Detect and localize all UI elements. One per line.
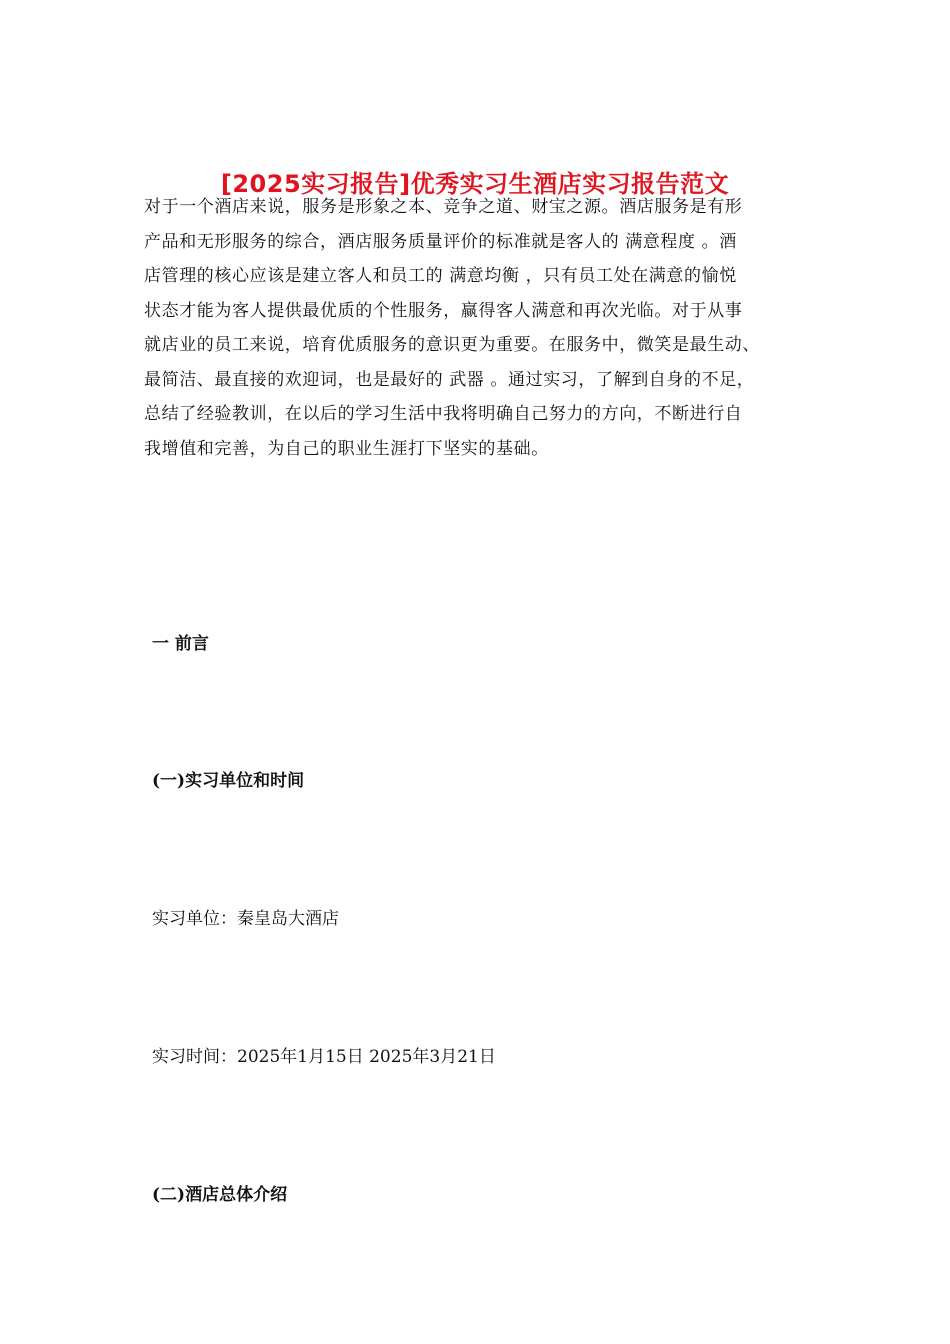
intro-line-3: 店管理的核心应该是建立客人和员工的 满意均衡 ，只有员工处在满意的愉悦 (144, 266, 737, 286)
intro-line-6: 最简洁、最直接的欢迎词，也是最好的 武器 。通过实习，了解到自身的不足， (144, 369, 755, 390)
intro-paragraph (144, 190, 806, 466)
intro-line-5: 就店业的员工来说，培育优质服务的意识更为重要。在服务中，微笑是最生动、 (144, 335, 760, 355)
internship-time-text: 实习时间：2025年1月15日 2025年3月21日 (152, 1047, 496, 1067)
document-title: [2025实习报告]优秀实习生酒店实习报告范文 (220, 170, 730, 199)
section-heading-preface: 一 前言 (152, 634, 209, 654)
intro-line-1: 对于一个酒店来说，服务是形象之本、竞争之道、财宝之源。酒店服务是有形 (144, 197, 743, 217)
internship-unit-text: 实习单位：秦皇岛大酒店 (152, 909, 339, 929)
intro-line-7: 总结了经验教训，在以后的学习生活中我将明确自己努力的方向，不断进行自 (144, 404, 743, 424)
intro-line-8: 我增值和完善，为自己的职业生涯打下坚实的基础。 (144, 438, 549, 459)
intro-line-4: 状态才能为客人提供最优质的个性服务，赢得客人满意和再次光临。对于从事 (144, 300, 743, 321)
intro-line-2: 产品和无形服务的综合，酒店服务质量评价的标准就是客人的 满意程度 。酒 (144, 231, 737, 252)
section-heading-unit-time: (一)实习单位和时间 (152, 771, 305, 791)
section-heading-hotel-intro: (二)酒店总体介绍 (152, 1185, 288, 1205)
